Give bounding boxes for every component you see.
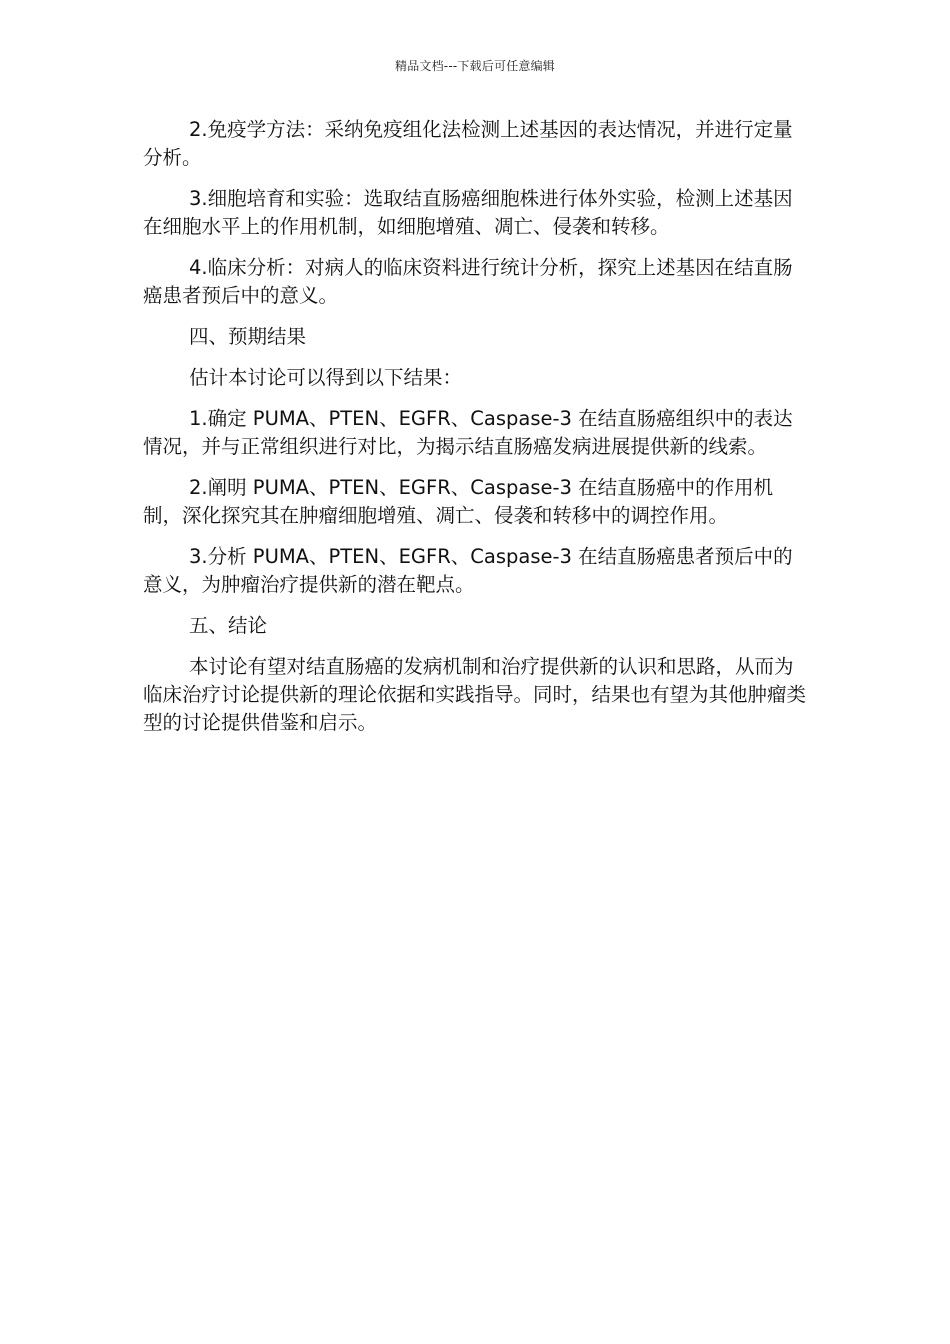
paragraph-method-clinical: 4.临床分析：对病人的临床资料进行统计分析，探究上述基因在结直肠癌患者预后中的意义。: [143, 256, 793, 307]
paragraph-method-cell-culture: 3.细胞培育和实验：选取结直肠癌细胞株进行体外实验，检测上述基因在细胞水平上的作用机制，如细胞增殖、凋亡、侵袭和转移。: [143, 187, 793, 238]
paragraph-result-1: 1.确定 PUMA、PTEN、EGFR、Caspase-3 在结直肠癌组织中的表达情况，并与正常组织进行对比，为揭示结直肠癌发病进展提供新的线索。: [143, 407, 793, 458]
paragraph-method-immunology: 2.免疫学方法：采纳免疫组化法检测上述基因的表达情况，并进行定量分析。: [143, 118, 793, 169]
section-heading-conclusion: 五、结论: [189, 614, 268, 637]
document-body: [143, 116, 809, 750]
paragraph-result-3: 3.分析 PUMA、PTEN、EGFR、Caspase-3 在结直肠癌患者预后中的意义，为肿瘤治疗提供新的潜在靶点。: [143, 545, 793, 596]
section-heading-expected-results: 四、预期结果: [189, 325, 307, 348]
paragraph-conclusion: 本讨论有望对结直肠癌的发病机制和治疗提供新的认识和思路，从而为临床治疗讨论提供新的理论依据和实践指导。同时，结果也有望为其他肿瘤类型的讨论提供借鉴和启示。: [143, 655, 807, 734]
paragraph-result-2: 2.阐明 PUMA、PTEN、EGFR、Caspase-3 在结直肠癌中的作用机制，深化探究其在肿瘤细胞增殖、凋亡、侵袭和转移中的调控作用。: [143, 476, 774, 527]
page-header: 精品文档---下载后可任意编辑: [395, 59, 555, 73]
paragraph-results-intro: 估计本讨论可以得到以下结果：: [189, 366, 463, 389]
